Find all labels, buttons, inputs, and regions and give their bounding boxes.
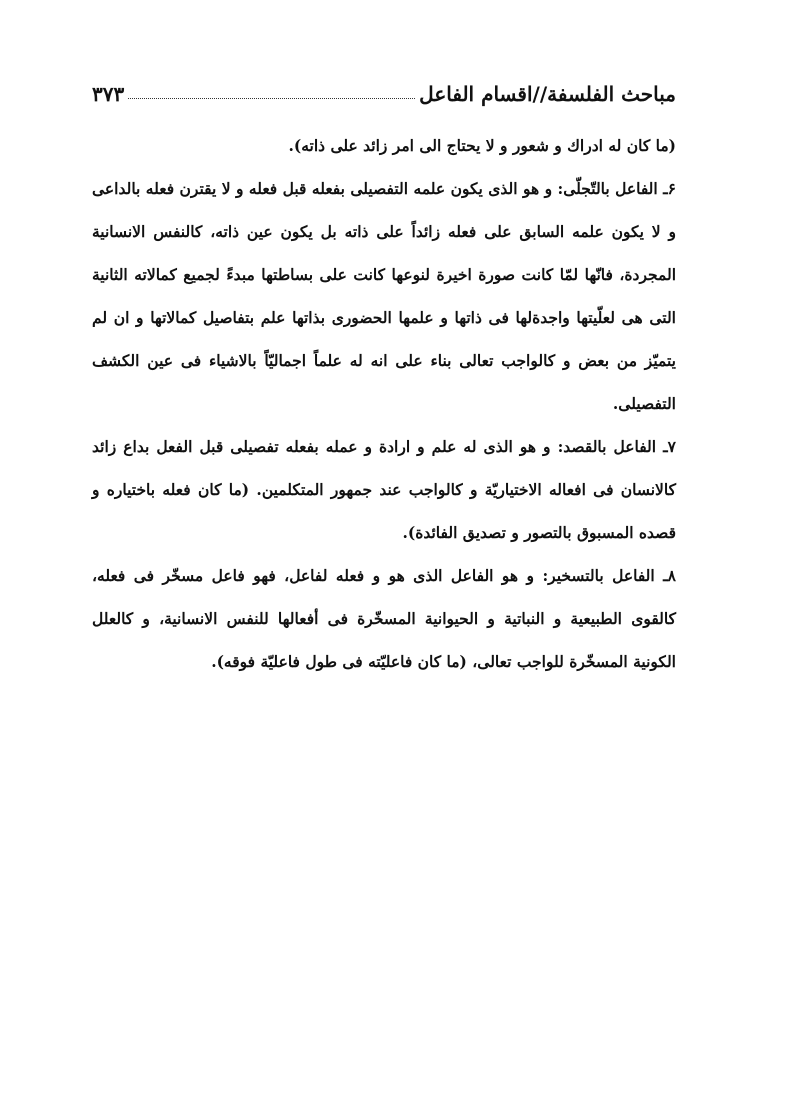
paragraph-tajalli: ۶ـ الفاعل بالتّجلّى: و هو الذى يكون علمه التفصيلى بفعله قبل فعله و لا يقترن فعله بالداعى و لا يكون علمه السابق على فعله زائداً على ذاته بل يكون عين ذاته، كالنفس الانسانية المجردة، فانّها لمّا كانت صورة اخيرة لنوعها كانت على بساطتها مبدءً لجميع كمالاته الثانية التى هى لعلّيتها واجدةلها فى ذاتها و علمها الحضورى بذاتها علم بتفاصيل كمالاتها و ان لم يتميّز من بعض و كالواجب تعالى بناء على انه له علماً اجماليّاً بالاشياء فى عين الكشف التفصيلى.: [92, 179, 676, 413]
running-header: [92, 70, 676, 106]
header-dot-leader: [128, 97, 415, 99]
body-text: [92, 124, 676, 683]
paragraph-qasd: ۷ـ الفاعل بالقصد: و هو الذى له علم و ارادة و عمله بفعله تفصيلى قبل الفعل بداع زائد كالانسان فى افعاله الاختياريّة و كالواجب عند جمهور المتكلمين. (ما كان فعله باختياره و قصده المسبوق بالتصور و تصديق الفائدة).: [92, 437, 676, 542]
paragraph-taskhir: ۸ـ الفاعل بالتسخير: و هو الفاعل الذى هو و فعله لفاعل، فهو فاعل مسخّر فى فعله، كالقوى الطبيعية و النباتية و الحيوانية المسخّرة فى أفعالها للنفس الانسانية، و كالعلل الكونية المسخّرة للواجب تعالى، (ما كان فاعليّته فى طول فاعليّة فوقه).: [92, 566, 676, 671]
header-title: مباحث الفلسفة//اقسام الفاعل: [419, 82, 676, 106]
page-number: ۳۷۳: [92, 82, 125, 106]
paragraph-intro: (ما كان له ادراك و شعور و لا يحتاج الى امر زائد على ذاته).: [288, 136, 676, 155]
